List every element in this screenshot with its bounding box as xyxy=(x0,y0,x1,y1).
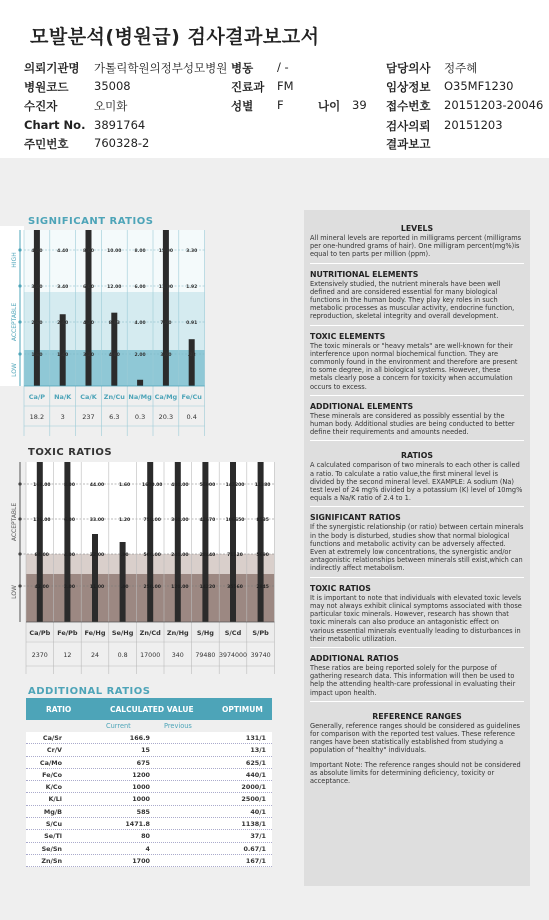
scale-label: 2845 xyxy=(256,585,269,590)
scale-label: 8.00 xyxy=(82,249,95,254)
axis-tick xyxy=(18,320,21,323)
scale-label: 6.00 xyxy=(134,285,146,290)
scale-label: 11.00 xyxy=(89,585,105,590)
value-label: 79480 xyxy=(195,652,216,659)
bar-fe-hg xyxy=(92,534,98,622)
category-label: Ca/Pb xyxy=(29,629,51,637)
scale-label: 11.00 xyxy=(158,285,174,290)
section-text: A calculated comparison of two minerals to each other is called a ratio. To calculate a ratio value,the first mineral level is divided by the second mineral level. EXAMPLE: A sodium (Na) test level of 24 mg% divided by a potassium (K) level of 10mg% equals a Na/K ratio of 2.4 to 1. xyxy=(310,461,523,503)
zone-label-acceptable: ACCEPTABLE xyxy=(11,302,18,342)
scale-label: 3.20 xyxy=(82,353,95,358)
table-row xyxy=(26,744,272,756)
scale-label: 2.40 xyxy=(57,321,69,326)
axis-tick xyxy=(18,284,21,287)
table-row xyxy=(26,818,272,830)
label-request-date: 검사의뢰 xyxy=(386,119,431,133)
value-request-date: 20151203 xyxy=(444,118,503,132)
optimum-value: 625/1 xyxy=(245,758,266,767)
value-department: FM xyxy=(277,79,294,93)
table-row xyxy=(26,732,272,744)
table-row xyxy=(26,830,272,842)
label-resident-no: 주민번호 xyxy=(24,137,69,151)
scale-label: 42670 xyxy=(199,518,216,523)
optimum-value: 2500/1 xyxy=(241,795,266,804)
col-calculated-value: CALCULATED VALUE xyxy=(110,705,194,714)
scale-label: 7.00 xyxy=(160,321,172,326)
section-text: The toxic minerals or "heavy metals" are well-known for their interference upon normal biochemical function. They are commonly found in the environment and therefore are present to some degree, in all biological systems. However, these metals clearly pose a concern for toxicity when accumulation occurs to excess. xyxy=(310,341,518,391)
ratio-name: S/Cu xyxy=(45,820,62,829)
scale-label: 44.00 xyxy=(89,483,105,488)
section-text: These minerals are considered as possibly essential by the human body. Additional studies are being conducted to better define their requirements and amounts needed. xyxy=(310,411,515,437)
ratio-name: Se/Sn xyxy=(41,844,62,853)
section-divider xyxy=(310,325,524,326)
category-label: Fe/Cu xyxy=(181,393,202,401)
current-value: 1471.8 xyxy=(125,820,150,829)
value-ward: / - xyxy=(277,60,289,74)
section-text: Important Note: The reference ranges should not be considered as absolute limits for determining deficiency, toxicity or acceptance. xyxy=(310,760,521,785)
scale-label: 2.00 xyxy=(63,585,75,590)
report-title: 모발분석(병원급) 검사결과보고서 xyxy=(30,26,320,48)
scale-label: 4.00 xyxy=(63,553,75,558)
category-label: S/Hg xyxy=(196,629,214,637)
optimum-value: 13/1 xyxy=(250,746,266,755)
value-chart-no: 3891764 xyxy=(94,118,146,132)
label-patient: 수진자 xyxy=(24,99,58,113)
scale-label: 11380 xyxy=(254,483,271,488)
optimum-value: 131/1 xyxy=(245,734,266,742)
zone-high xyxy=(24,230,205,292)
optimum-value: 440/1 xyxy=(245,770,266,779)
category-label: Fe/Hg xyxy=(84,629,106,637)
axis-tick xyxy=(18,552,21,555)
scale-label: 5690 xyxy=(256,553,269,558)
scale-label: 6.00 xyxy=(82,285,95,290)
category-label: Ca/K xyxy=(80,393,97,401)
axis-tick xyxy=(18,517,21,520)
section-text: These ratios are being reported solely for the purpose of gathering research data. This information will then be used to help the attending health-care professional in evaluating their impact upon health. xyxy=(310,663,516,697)
value-resident-no: 760328-2 xyxy=(94,136,150,150)
category-label: Fe/Pb xyxy=(57,629,78,637)
scale-label: 71120 xyxy=(227,553,243,558)
additional-ratios-title: ADDITIONAL RATIOS xyxy=(28,686,151,697)
ratio-name: Zn/Sn xyxy=(41,856,62,865)
scale-label: 750.00 xyxy=(143,518,161,523)
additional-ratios-subheader xyxy=(26,720,272,732)
value-label: 12 xyxy=(63,652,72,659)
section-heading: RATIOS xyxy=(401,451,433,461)
scale-label: 4.40 xyxy=(57,249,69,254)
label-chart-no: Chart No. xyxy=(24,118,86,132)
current-value: 585 xyxy=(136,807,150,816)
value-label: 18.2 xyxy=(29,413,45,421)
ratio-name: K/Li xyxy=(48,795,62,804)
scale-label: 8535 xyxy=(256,518,269,523)
category-label: Zn/Cd xyxy=(139,629,161,637)
scale-label: 1600.00 xyxy=(141,483,163,488)
value-sex: F xyxy=(277,98,284,112)
optimum-value: 37/1 xyxy=(250,832,266,841)
ratio-name: Cr/V xyxy=(46,746,62,755)
ratio-name: Fe/Co xyxy=(42,770,62,779)
scale-label: 33.00 xyxy=(89,518,105,523)
value-label: 17000 xyxy=(140,652,161,659)
scale-label: 8.00 xyxy=(134,249,146,254)
category-label: Ca/Mg xyxy=(154,393,178,401)
category-label: Na/K xyxy=(54,393,72,401)
additional-ratios-header xyxy=(26,698,272,720)
scale-label: 3.00 xyxy=(160,353,172,358)
axis-tick xyxy=(18,584,21,587)
table-row xyxy=(26,757,272,769)
current-value: 1200 xyxy=(132,770,150,779)
scale-label: 4.00 xyxy=(31,249,43,254)
section-text: It is important to note that individuals with elevated toxic levels may not always exhibit clinical symptoms associated with those particular toxic minerals. However, research has shown that toxic minerals can also produce an antagonistic effect on various essential minerals eventually leading to disturbances in their metabolic utilization. xyxy=(310,593,522,643)
label-receipt-no: 접수번호 xyxy=(386,99,431,113)
ratio-name: Ca/Sr xyxy=(42,734,62,742)
section-heading: REFERENCE RANGES xyxy=(372,711,462,721)
axis-tick xyxy=(18,482,21,485)
current-value: 1000 xyxy=(132,783,150,792)
scale-label: 15.00 xyxy=(158,249,174,254)
scale-label: 240.00 xyxy=(171,553,189,558)
col-previous: Previous xyxy=(164,722,192,730)
current-value: 15 xyxy=(141,746,150,755)
label-clinical-info: 임상정보 xyxy=(386,80,431,94)
value-label: 3 xyxy=(60,413,65,421)
table-row xyxy=(26,781,272,793)
section-divider xyxy=(310,395,524,396)
scale-label: 22.00 xyxy=(89,553,105,558)
section-divider xyxy=(310,701,524,702)
scale-label: 360.00 xyxy=(171,518,189,523)
col-ratio: RATIO xyxy=(46,705,72,714)
scale-label: 3.00 xyxy=(31,285,43,290)
scale-label: 84.00 xyxy=(34,553,49,558)
scale-label: 250.00 xyxy=(143,585,161,590)
section-heading: NUTRITIONAL ELEMENTS xyxy=(310,269,419,279)
value-clinical-info: O35MF1230 xyxy=(444,79,514,93)
significant-ratios-chart xyxy=(0,226,210,444)
current-value: 1000 xyxy=(132,795,150,804)
category-label: Zn/Hg xyxy=(166,629,189,637)
significant-ratios-title: SIGNIFICANT RATIOS xyxy=(28,216,154,227)
scale-label: 1.60 xyxy=(31,353,43,358)
section-divider xyxy=(310,577,524,578)
label-sex: 성별 xyxy=(231,99,254,113)
optimum-value: 167/1 xyxy=(245,856,266,865)
section-heading: SIGNIFICANT RATIOS xyxy=(310,513,401,523)
scale-label: 480.00 xyxy=(171,483,189,488)
axis-tick xyxy=(18,352,21,355)
value-doctor: 정주혜 xyxy=(444,61,478,75)
scale-label: 3.30 xyxy=(186,249,198,254)
section-divider xyxy=(310,647,524,648)
scale-label: 2.60 xyxy=(31,321,43,326)
table-row xyxy=(26,806,272,818)
scale-label: 1.20 xyxy=(119,518,131,523)
toxic-ratios-title: TOXIC RATIOS xyxy=(28,447,113,458)
scale-label: 6.00 xyxy=(63,518,75,523)
category-label: Zn/Cu xyxy=(103,393,125,401)
label-age: 나이 xyxy=(318,99,341,113)
zone-label-low: LOW xyxy=(11,585,18,599)
scale-label: .40 xyxy=(120,585,129,590)
scale-label: 1.60 xyxy=(119,483,131,488)
category-label: Na/Mg xyxy=(128,393,152,401)
col-current: Current xyxy=(106,722,131,730)
value-label: 237 xyxy=(82,413,95,421)
scale-label: 42.00 xyxy=(34,585,49,590)
table-row xyxy=(26,843,272,855)
zone-label-low: LOW xyxy=(11,363,18,377)
table-row xyxy=(26,769,272,781)
zone-label-acceptable: ACCEPTABLE xyxy=(11,502,18,542)
optimum-value: 2000/1 xyxy=(241,783,266,792)
scale-label: 35560 xyxy=(227,585,243,590)
scale-label: 8.93 xyxy=(108,321,120,326)
scale-label: 142200 xyxy=(225,483,245,488)
optimum-value: 40/1 xyxy=(250,807,266,816)
scale-label: 12.00 xyxy=(107,285,122,290)
scale-label: 28440 xyxy=(199,553,216,558)
bar-na-mg xyxy=(137,380,143,386)
ratio-name: K/Co xyxy=(45,783,62,792)
value-label: 0.3 xyxy=(134,413,146,421)
value-label: 2370 xyxy=(31,652,48,659)
current-value: 675 xyxy=(136,758,150,767)
section-heading: ADDITIONAL ELEMENTS xyxy=(310,401,414,411)
axis-tick xyxy=(18,248,21,251)
table-row xyxy=(26,793,272,805)
scale-label: .28 xyxy=(187,353,196,358)
section-divider xyxy=(310,440,524,441)
table-row xyxy=(26,855,272,867)
additional-ratios-body xyxy=(26,732,272,867)
value-patient: 오미화 xyxy=(94,99,128,113)
value-label: 24 xyxy=(90,652,100,659)
section-text: Extensively studied, the nutrient minerals have been well defined and are considered essential for many biological functions in the human body. They play key roles in such metabolic processes as muscular activity, endocrine function, reproduction, skeletal integrity and overall development. xyxy=(310,279,515,321)
category-label: S/Pb xyxy=(252,629,269,637)
section-divider xyxy=(310,506,524,507)
value-hospital-code: 35008 xyxy=(94,79,131,93)
optimum-value: 1138/1 xyxy=(241,820,266,829)
scale-label: 3.40 xyxy=(57,285,69,290)
label-ward: 병동 xyxy=(231,61,254,75)
zone-label-high: HIGH xyxy=(11,252,18,268)
scale-label: 4.00 xyxy=(108,353,120,358)
value-label: 6.3 xyxy=(109,413,120,421)
value-label: 20.3 xyxy=(158,413,174,421)
scale-label: 1.40 xyxy=(57,353,69,358)
current-value: 4 xyxy=(145,844,150,853)
label-hospital-code: 병원코드 xyxy=(24,80,69,94)
section-heading: ADDITIONAL RATIOS xyxy=(310,653,399,663)
bar-fe-cu xyxy=(189,339,195,386)
current-value: 1700 xyxy=(132,856,150,865)
scale-label: 120.00 xyxy=(171,585,189,590)
label-department: 진료과 xyxy=(231,80,265,94)
category-label: S/Cd xyxy=(224,629,242,637)
value-institution: 가톨릭학원의정부성모병원 xyxy=(94,61,228,75)
ratio-name: Mg/B xyxy=(43,807,62,816)
scale-label: 4.00 xyxy=(134,321,146,326)
value-label: 0.8 xyxy=(117,652,128,659)
section-text: If the synergistic relationship (or ratio) between certain minerals in the body is disturbed, studies show that normal biological functions and metabolic activity can be adversely affected. Even at extremely low concentrations, the synergistic and/or antagonistic relationships between minerals still exist,which can indirectly affect metabolism. xyxy=(310,523,524,573)
optimum-value: 0.67/1 xyxy=(243,844,266,853)
value-label: 0.4 xyxy=(186,413,197,421)
current-value: 80 xyxy=(141,832,150,841)
section-heading: TOXIC ELEMENTS xyxy=(310,331,386,341)
section-divider xyxy=(310,263,524,264)
toxic-ratios-chart xyxy=(0,458,276,678)
scale-label: 1.92 xyxy=(186,285,198,290)
scale-label: 106650 xyxy=(225,518,245,523)
value-label: 3974000 xyxy=(218,652,248,659)
value-label: 340 xyxy=(171,652,184,659)
scale-label: 8.00 xyxy=(63,483,75,488)
category-label: Ca/P xyxy=(28,393,46,401)
value-age: 39 xyxy=(352,98,367,112)
value-receipt-no: 20151203-20046 xyxy=(444,98,544,112)
section-text: Generally, reference ranges should be considered as guidelines for comparison with the reported test values. These reference ranges have been statistically established from studying a population of "healthy" individuals. xyxy=(310,721,521,755)
scale-label: 2.00 xyxy=(134,353,146,358)
scale-label: 14220 xyxy=(199,585,216,590)
current-value: 166.9 xyxy=(129,734,150,742)
value-label: 39740 xyxy=(250,652,271,659)
label-result-report: 결과보고 xyxy=(386,137,431,151)
scale-label: 10.00 xyxy=(107,249,122,254)
scale-label: 0.91 xyxy=(186,321,198,326)
scale-label: 126.00 xyxy=(33,518,51,523)
label-institution: 의뢰기관명 xyxy=(24,61,80,75)
ratio-name: Ca/Mo xyxy=(39,758,62,767)
section-heading: TOXIC RATIOS xyxy=(310,583,371,593)
scale-label: 168.00 xyxy=(33,483,51,488)
section-text: All mineral levels are reported in milligrams percent (milligrams per one-hundred grams of hair). One milligram percent(mg%)is equal to ten parts per million (ppm). xyxy=(310,234,522,259)
explanation-column xyxy=(304,210,530,886)
section-heading: LEVELS xyxy=(400,224,434,233)
col-optimum: OPTIMUM xyxy=(222,705,263,714)
scale-label: .80 xyxy=(120,553,129,558)
label-doctor: 담당의사 xyxy=(386,61,431,75)
scale-label: 4.20 xyxy=(82,321,95,326)
ratio-name: Se/Tl xyxy=(44,832,62,841)
scale-label: 55000 xyxy=(199,483,216,488)
category-label: Se/Hg xyxy=(111,629,134,637)
scale-label: 500.00 xyxy=(143,553,161,558)
